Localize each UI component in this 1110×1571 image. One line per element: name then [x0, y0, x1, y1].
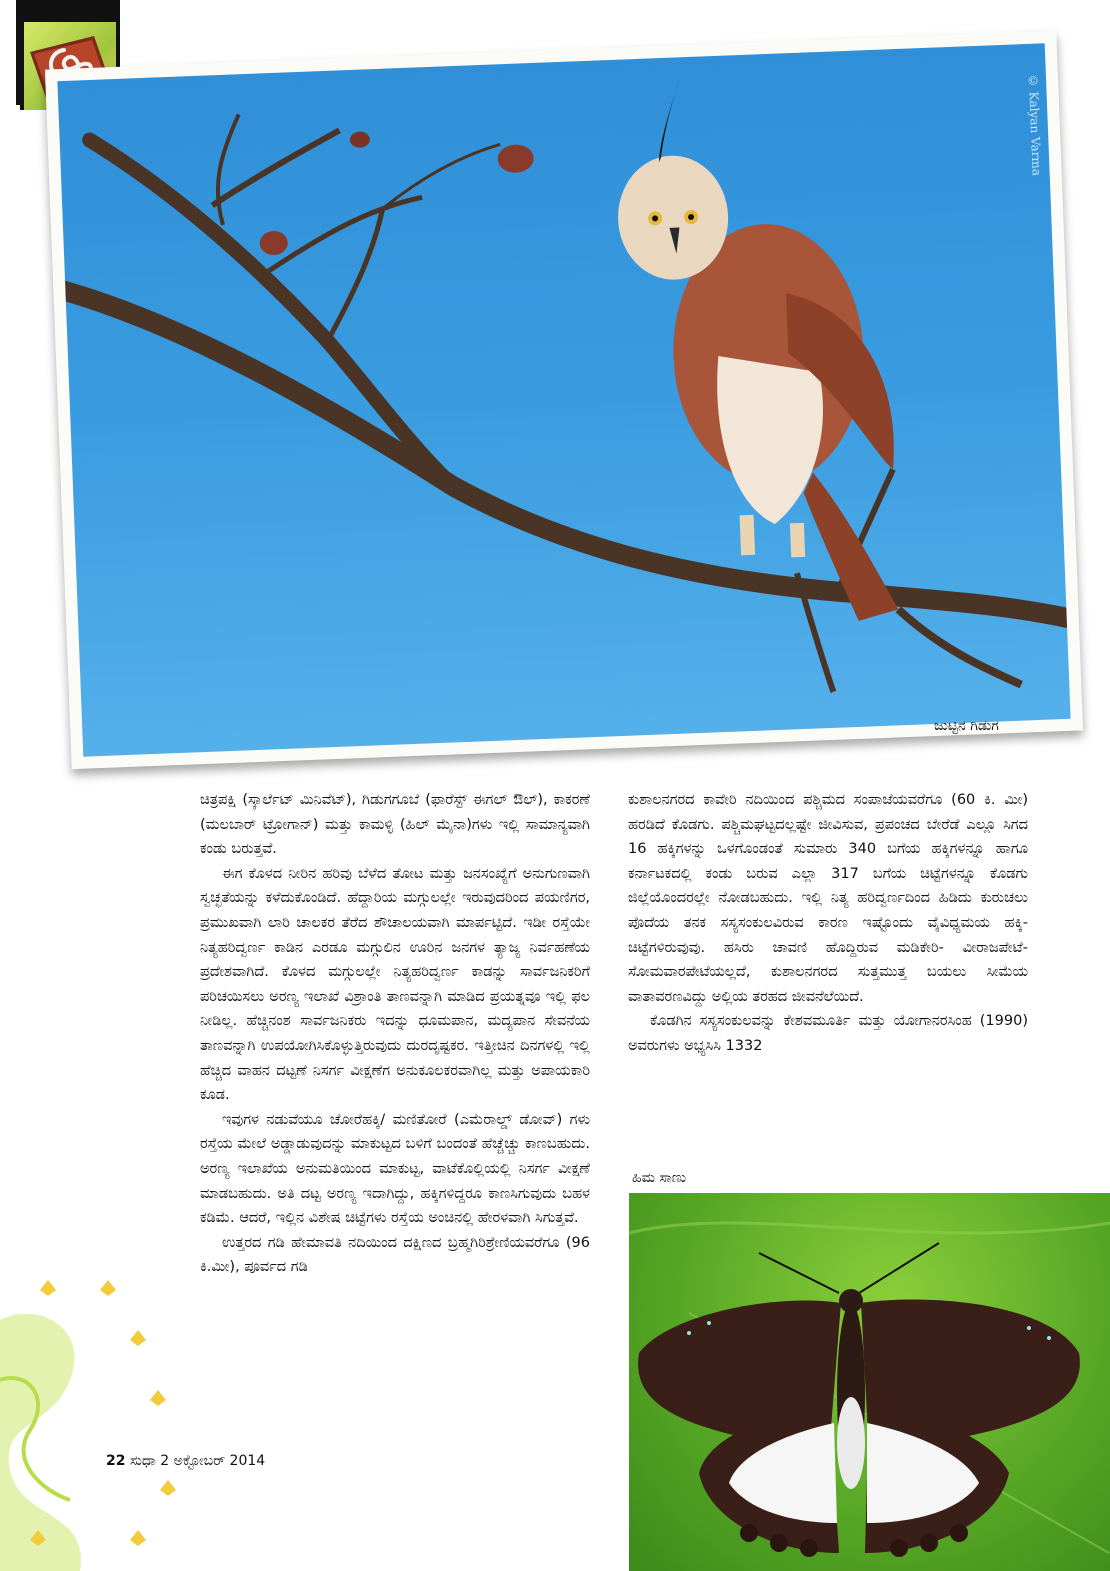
right-text-column [628, 788, 1028, 1059]
page-number: 22 [106, 1453, 126, 1469]
butterfly-photo [629, 1193, 1110, 1571]
eagle-on-branch-illustration [57, 43, 1070, 756]
magazine-name: ಸುಧಾ [129, 1453, 156, 1469]
butterfly-photo-caption: ಹಿಮ ಸಾಣು [632, 1170, 687, 1186]
main-photo-caption: ಜುಟ್ಟಿನ ಗಿಡುಗ [934, 718, 999, 734]
paragraph: ಕೊಡಗಿನ ಸಸ್ಯಸಂಕುಲವನ್ನು ಕೇಶವಮೂರ್ತಿ ಮತ್ತು ಯೋಗಾನರಸಿಂಹ (1990) ಅವರುಗಳು ಅಭ್ಯಸಿಸಿ 1332 [628, 1013, 1028, 1054]
crested-hawk-eagle-photo [57, 43, 1070, 756]
photo-credit: © Kalyan Varma [1025, 73, 1044, 177]
page-footer [106, 1453, 265, 1469]
paragraph: ಈಗ ಕೊಳದ ನೀರಿನ ಹರಿವು ಬೆಳೆದ ತೋಟ ಮತ್ತು ಜನಸಂಖ್ಯೆಗೆ ಅನುಗುಣವಾಗಿ ಸ್ವಚ್ಛತೆಯನ್ನು ಕಳೆದುಕೊಂಡಿದೆ. ಹೆದ್ದಾರಿಯ ಮಗ್ಗುಲಲ್ಲೇ ಇರುವುದರಿಂದ ಪಯಣಿಗರ, ಪ್ರಮುಖವಾಗಿ ಲಾರಿ ಚಾಲಕರ ತೆರೆದ ಶೌಚಾಲಯವಾಗಿ ಮಾರ್ಪಟ್ಟಿದೆ. ಇಡೀ ರಸ್ತೆಯೇ ನಿತ್ಯಹರಿದ್ವರ್ಣ ಕಾಡಿನ ಎರಡೂ ಮಗ್ಗುಲಿನ ಊರಿನ ಜನಗಳ ತ್ಯಾಜ್ಯ ನಿರ್ವಹಣೆಯ ಪ್ರದೇಶವಾಗಿದೆ. ಕೊಳದ ಮಗ್ಗುಲಲ್ಲೇ ನಿತ್ಯಹರಿದ್ವರ್ಣ ಕಾಡನ್ನು ಸಾರ್ವಜನಿಕರಿಗೆ ಪರಿಚಯಿಸಲು ಅರಣ್ಯ ಇಲಾಖೆ ವಿಶ್ರಾಂತಿ ತಾಣವನ್ನಾಗಿ ಮಾಡಿದ ಪ್ರಯತ್ನವೂ ಇಲ್ಲಿ ಫಲ ನೀಡಿಲ್ಲ. ಹೆಚ್ಚಿನಂಶ ಸಾರ್ವಜನಿಕರು ಇದನ್ನು ಧೂಮಪಾನ, ಮದ್ಯಪಾನ ಸೇವನೆಯ ತಾಣವನ್ನಾಗಿ ಉಪಯೋಗಿಸಿಕೊಳ್ಳುತ್ತಿರುವುದು ದುರದೃಷ್ಟಕರ. ಇತ್ತೀಚಿನ ದಿನಗಳಲ್ಲಿ ಇಲ್ಲಿ ಹೆಚ್ಚಿದ ವಾಹನ ದಟ್ಟಣೆ ನಿಸರ್ಗ ವೀಕ್ಷಣೆಗ ಅನುಕೂಲಕರವಾಗಿಲ್ಲ ಮತ್ತು ಅಪಾಯಕಾರಿ ಕೂಡ. [200, 865, 590, 1104]
main-photo-frame [45, 31, 1083, 769]
floral-decoration [0, 1260, 210, 1571]
paragraph: ಕುಶಾಲನಗರದ ಕಾವೇರಿ ನದಿಯಿಂದ ಪಶ್ಚಿಮದ ಸಂಪಾಜೆಯವರೆಗೂ (60 ಕಿ. ಮೀ) ಹರಡಿದೆ ಕೊಡಗು. ಪಶ್ಚಿಮಘಟ್ಟದಲ್ಲಷ್ಟೇ ಜೀವಿಸುವ, ಪ್ರಪಂಚದ ಬೇರೆಡೆ ಎಲ್ಲೂ ಸಿಗದ 16 ಹಕ್ಕಿಗಳನ್ನು ಒಳಗೊಂಡಂತೆ ಸುಮಾರು 340 ಬಗೆಯ ಹಕ್ಕಿಗಳನ್ನೂ ಹಾಗೂ ಕರ್ನಾಟಕದಲ್ಲಿ ಕಂಡು ಬರುವ ಎಲ್ಲಾ 317 ಬಗೆಯ ಚಿಟ್ಟೆಗಳನ್ನೂ ಕೊಡಗು ಜಿಲ್ಲೆಯೊಂದರಲ್ಲೇ ನೋಡಬಹುದು. ಇಲ್ಲಿ ನಿತ್ಯ ಹರಿದ್ವರ್ಣದಿಂದ ಹಿಡಿದು ಕುರುಚಲು ಪೊದೆಯ ತನಕ ಸಸ್ಯಸಂಕುಲವಿರುವ ಕಾರಣ ಇಷ್ಟೊಂದು ವೈವಿಧ್ಯಮಯ ಹಕ್ಕಿ-ಚಿಟ್ಟೆಗಳಿರುವುವು. ಹಸಿರು ಚಾವಣಿ ಹೊದ್ದಿರುವ ಮಡಿಕೇರಿ- ವೀರಾಜಪೇಟೆ- ಸೋಮವಾರಪೇಟೆಯಲ್ಲದೆ, ಕುಶಾಲನಗರದ ಸುತ್ತಮುತ್ತ ಬಯಲು ಸೀಮೆಯ ವಾತಾವರಣವಿದ್ದು ಅಲ್ಲಿಯ ತರಹದ ಜೀವನೆಲೆಯಿದೆ. [628, 792, 1028, 1005]
left-text-column [200, 788, 590, 1280]
paragraph: ಉತ್ತರದ ಗಡಿ ಹೇಮಾವತಿ ನದಿಯಿಂದ ದಕ್ಷಿಣದ ಬ್ರಹ್ಮಗಿರಿಶ್ರೇಣಿಯವರೆಗೂ (96 ಕಿ.ಮೀ), ಪೂರ್ವದ ಗಡಿ [200, 1234, 590, 1276]
issue-date: 2 ಅಕ್ಟೋಬರ್ 2014 [160, 1453, 266, 1469]
paragraph: ಇವುಗಳ ನಡುವೆಯೂ ಚೋರೆಹಕ್ಕಿ/ ಮಣಿತೋರೆ (ಎಮೆರಾಲ್ಡ್ ಡೋವ್) ಗಳು ರಸ್ತೆಯ ಮೇಲೆ ಅಡ್ಡಾಡುವುದನ್ನು ಮಾಕುಟ್ಟದ ಬಳಿಗೆ ಬಂದಂತೆ ಹೆಚ್ಚೆಚ್ಚು ಕಾಣಬಹುದು. ಅರಣ್ಯ ಇಲಾಖೆಯ ಅನುಮತಿಯಿಂದ ಮಾಕುಟ್ಟ, ವಾಟೆಕೊಲ್ಲಿಯಲ್ಲಿ ನಿಸರ್ಗ ವೀಕ್ಷಣೆ ಮಾಡಬಹುದು. ಅತಿ ದಟ್ಟ ಅರಣ್ಯ ಇದಾಗಿದ್ದು, ಹಕ್ಕಿಗಳಿದ್ದರೂ ಕಾಣಸಿಗುವುದು ಬಹಳ ಕಡಿಮೆ. ಆದರೆ, ಇಲ್ಲಿನ ವಿಶೇಷ ಚಿಟ್ಟೆಗಳು ರಸ್ತೆಯ ಅಂಚಿನಲ್ಲಿ ಹೇರಳವಾಗಿ ಸಿಗುತ್ತವೆ. [200, 1111, 590, 1227]
paragraph: ಚಿತ್ರಪಕ್ಷಿ (ಸ್ಕಾರ್ಲೆಟ್ ಮಿನಿವೆಟ್), ಗಿಡುಗಗೂಬೆ (ಫಾರೆಸ್ಟ್ ಈಗಲ್ ಔಲ್), ಕಾಕರಣೆ (ಮಲಬಾರ್ ಟ್ರೋಗಾನ್) ಮತ್ತು ಕಾಮಳ್ಳಿ (ಹಿಲ್ ಮೈನಾ)ಗಳು ಇಲ್ಲಿ ಸಾಮಾನ್ಯವಾಗಿ ಕಂಡು ಬರುತ್ತವೆ. [200, 792, 590, 858]
butterfly-illustration [629, 1193, 1110, 1571]
